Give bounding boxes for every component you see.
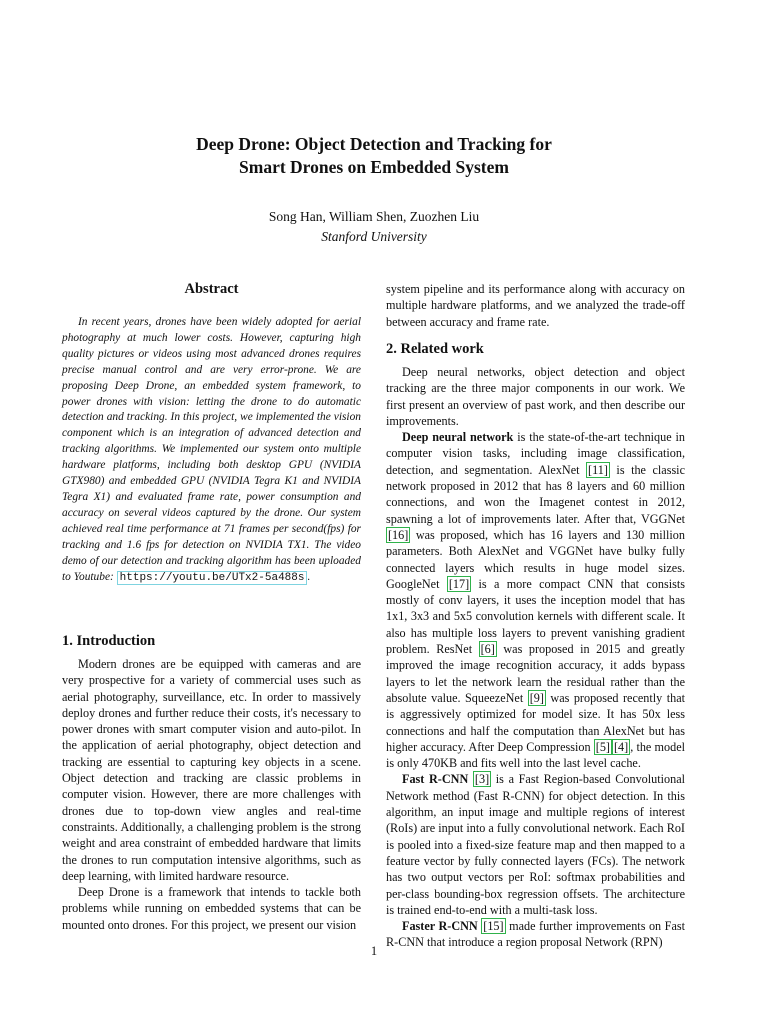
abstract-text-main: In recent years, drones have been widely adopted for aerial photography at much lower costs. However, capturing high quality pictures or videos using most advanced drones requires precise manual control and are very error-prone. We are proposing Deep Drone, an embedded system framework, to power drones with vision: letting the drone to do automatic detection and tracking. In this project, we implemented the vision component which is an integration of advanced detection and tracking algorithms. We implemented our system onto multiple hardware platforms, including both desktop GPU (NVIDIA GTX980) and embedded GPU (NVIDIA Tegra K1 and NVIDIA Tegra X1) and evaluated frame rate, power consumption and accuracy on several videos captured by the drone. Our system achieved real time performance at 71 frames per second(fps) for tracking and 1.6 fps for detection on NVIDIA TX1. The video demo of our detection and tracking algorithm has been uploaded to Youtube: (62, 316, 361, 583)
related-paragraph-2 (386, 429, 685, 771)
citation-link[interactable]: [4] (613, 739, 629, 754)
related-text: was proposed, which has 16 layers and 130 million parameters. Both AlexNet and VGGNet have bulky fully connected layers which results in huge model sizes. GoogleNet (386, 527, 685, 591)
abstract-text (62, 315, 361, 586)
related-text: is a Fast Region-based Convolutional Network method (Fast R-CNN) for object detection. In this algorithm, an input image and multiple regions of interest (RoIs) are input into a fully convolutional network. Each RoI is pooled into a fixed-size feature map and then mapped to a feature vector by fully connected layers (FCs). The network has two output vectors per RoI: softmax probabilities and per-class bounding-box regression offsets. The architecture is trained end-to-end with a multi-task loss. (386, 772, 686, 917)
faster-rcnn-term: Faster R-CNN (402, 919, 478, 934)
deep-neural-network-term: Deep neural network (402, 430, 514, 445)
related-text: is the state-of-the-art technique in computer vision tasks, including image classification, detection, and segmentation. AlexNet (386, 430, 685, 477)
related-work-body (386, 364, 685, 951)
authors: Song Han, William Shen, Zuozhen Liu (268, 209, 480, 224)
paper-title (0, 133, 748, 179)
page-number: 1 (370, 944, 378, 958)
intro-paragraph-2: Deep Drone is a framework that intends to tackle both problems while running on embedded systems that can be mounted onto drones. For this project, we present our vision (62, 885, 361, 932)
citation-link[interactable]: [11] (588, 462, 608, 477)
related-paragraph-1: Deep neural networks, object detection and object tracking are the three major components in our work. We first present an overview of past work, and then describe our improvements. (386, 365, 685, 428)
continuation-paragraph: system pipeline and its performance along with accuracy on multiple hardware platforms, and we analyzed the trade-off between accuracy and frame rate. (386, 282, 685, 329)
citation-link[interactable]: [5] (595, 739, 610, 754)
citation-link[interactable]: [6] (480, 642, 495, 657)
related-text: was proposed in 2015 and greatly improved the image recognition accuracy, it adds bypass layers to let the network learn the residual rather than the absolute value. SqueezeNet (386, 642, 685, 705)
citation-link[interactable]: [9] (529, 690, 544, 705)
introduction-body (62, 656, 361, 933)
fast-rcnn-term: Fast R-CNN (402, 772, 469, 787)
affiliation: Stanford University (321, 229, 427, 244)
abstract-heading: Abstract (184, 281, 239, 297)
title-line-2: Smart Drones on Embedded System (239, 157, 509, 177)
abstract-text-end: . (307, 570, 311, 583)
introduction-heading: 1. Introduction (62, 633, 156, 649)
related-work-heading: 2. Related work (386, 341, 484, 357)
intro-paragraph-1: Modern drones are be equipped with cameras and are very prospective for a variety of commercial uses such as aerial photography, surveillance, etc. In order to massively deploy drones and further reduce their costs, it's necessary to power drones with smart computer vision and auto-pilot. In the application of aerial photography, object detection and tracking are essential to capturing key objects in a scene. Object detection and tracking are classic problems in computer vision. However, there are more challenges with drones due to top-down view angles and real-time constraints. Additionally, a challenging problem is the strong weight and area constraint of embedded hardware that limits the drones to run computation intensive algorithms, such as deep learning, with limited hardware resource. (62, 657, 361, 883)
related-text: is a more compact CNN that consists mostly of conv layers, it uses the inception model that has 1x1, 3x3 and 5x5 convolution kernels with different scale. It also has multiple loss layers to prevent vanishing gradient problem. ResNet (386, 576, 685, 657)
citation-link[interactable]: [16] (388, 527, 409, 542)
related-text: was proposed recently that is aggressively optimized for model size. It has 50x less connections and half the computation than AlexNet but has higher accuracy. After Deep Compression (386, 690, 685, 754)
related-text: , the model is only 470KB and fits well into the last level cache. (386, 739, 685, 771)
related-paragraph-3 (386, 771, 685, 918)
right-column-continuation (386, 281, 685, 330)
citation-link[interactable]: [3] (474, 772, 490, 787)
citation-link[interactable]: [15] (483, 919, 504, 934)
abstract-body (62, 315, 361, 586)
related-text: made further improvements on Fast R-CNN that introduce a region proposal Network (RPN) (386, 919, 685, 950)
related-text: is the classic network proposed in 2012 that has 8 layers and 60 million connections, and won the Imagenet contest in 2012, spawning a lot of improvements later. After that, VGGNet (386, 462, 685, 526)
citation-link[interactable]: [17] (448, 576, 470, 591)
youtube-link[interactable]: https://youtu.be/UTx2-5a488s (117, 571, 308, 585)
title-line-1: Deep Drone: Object Detection and Tracking for (196, 134, 552, 154)
